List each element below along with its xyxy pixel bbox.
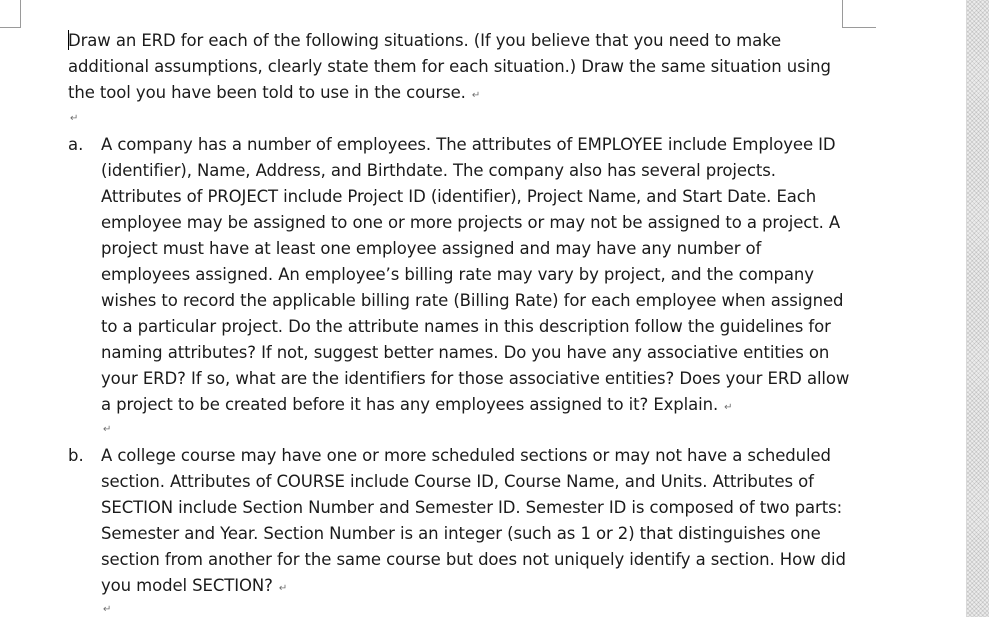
paragraph-mark-icon: ↵ — [724, 402, 733, 413]
list-item-text: A company has a number of employees. The attributes of EMPLOYEE include Employee ID (identifier), Name, Address, and Birthdate. The company also has several projects. Attributes of PROJECT include Project ID (identifier), Project Name, and Start Date. Each employee may be assigned to one or more projects or may not be assigned to a project. A project must have at least one employee assigned and may have any number of employees assigned. An employee’s billing rate may vary by project, and the company wishes to record the applicable billing rate (Billing Rate) for each employee when assigned to a particular project. Do the attribute names in this description follow the guidelines for naming attributes? If not, suggest better names. Do you have any associative entities on your ERD? If so, what are the identifiers for those associative entities? Does your ERD allow a project to be created before it has any employees assigned to it? Explain. — [101, 135, 850, 414]
paragraph-mark-icon: ↵ — [103, 424, 112, 435]
list-marker: a. — [68, 135, 84, 154]
list-item-text: A college course may have one or more scheduled sections or may not have a scheduled section. Attributes of COURSE include Course ID, Course Name, and Units. Attributes of SECTION include Section Number and Semester ID. Semester ID is composed of two parts: Semester and Year. Section Number is an integer (such as 1 or 2) that distinguishes one section from another for the same course but does not uniquely identify a section. How did you model SECTION? — [101, 446, 846, 595]
list-item[interactable] — [101, 443, 851, 602]
page-margin-corner-left — [0, 0, 21, 28]
intro-paragraph[interactable] — [68, 28, 858, 109]
paragraph-mark-icon: ↵ — [103, 604, 112, 615]
paragraph-mark-icon: ↵ — [471, 90, 481, 101]
paragraph-mark-icon: ↵ — [70, 113, 79, 124]
vertical-scrollbar[interactable] — [966, 0, 989, 617]
intro-text: Draw an ERD for each of the following situations. (If you believe that you need to make additional assumptions, clearly state them for each situation.) Draw the same situation using the tool you have been told to use in the course. — [68, 31, 831, 102]
list-item[interactable] — [101, 132, 851, 421]
list-marker: b. — [68, 446, 84, 465]
page-margin-corner-right — [842, 0, 876, 28]
paragraph-mark-icon: ↵ — [278, 583, 288, 594]
